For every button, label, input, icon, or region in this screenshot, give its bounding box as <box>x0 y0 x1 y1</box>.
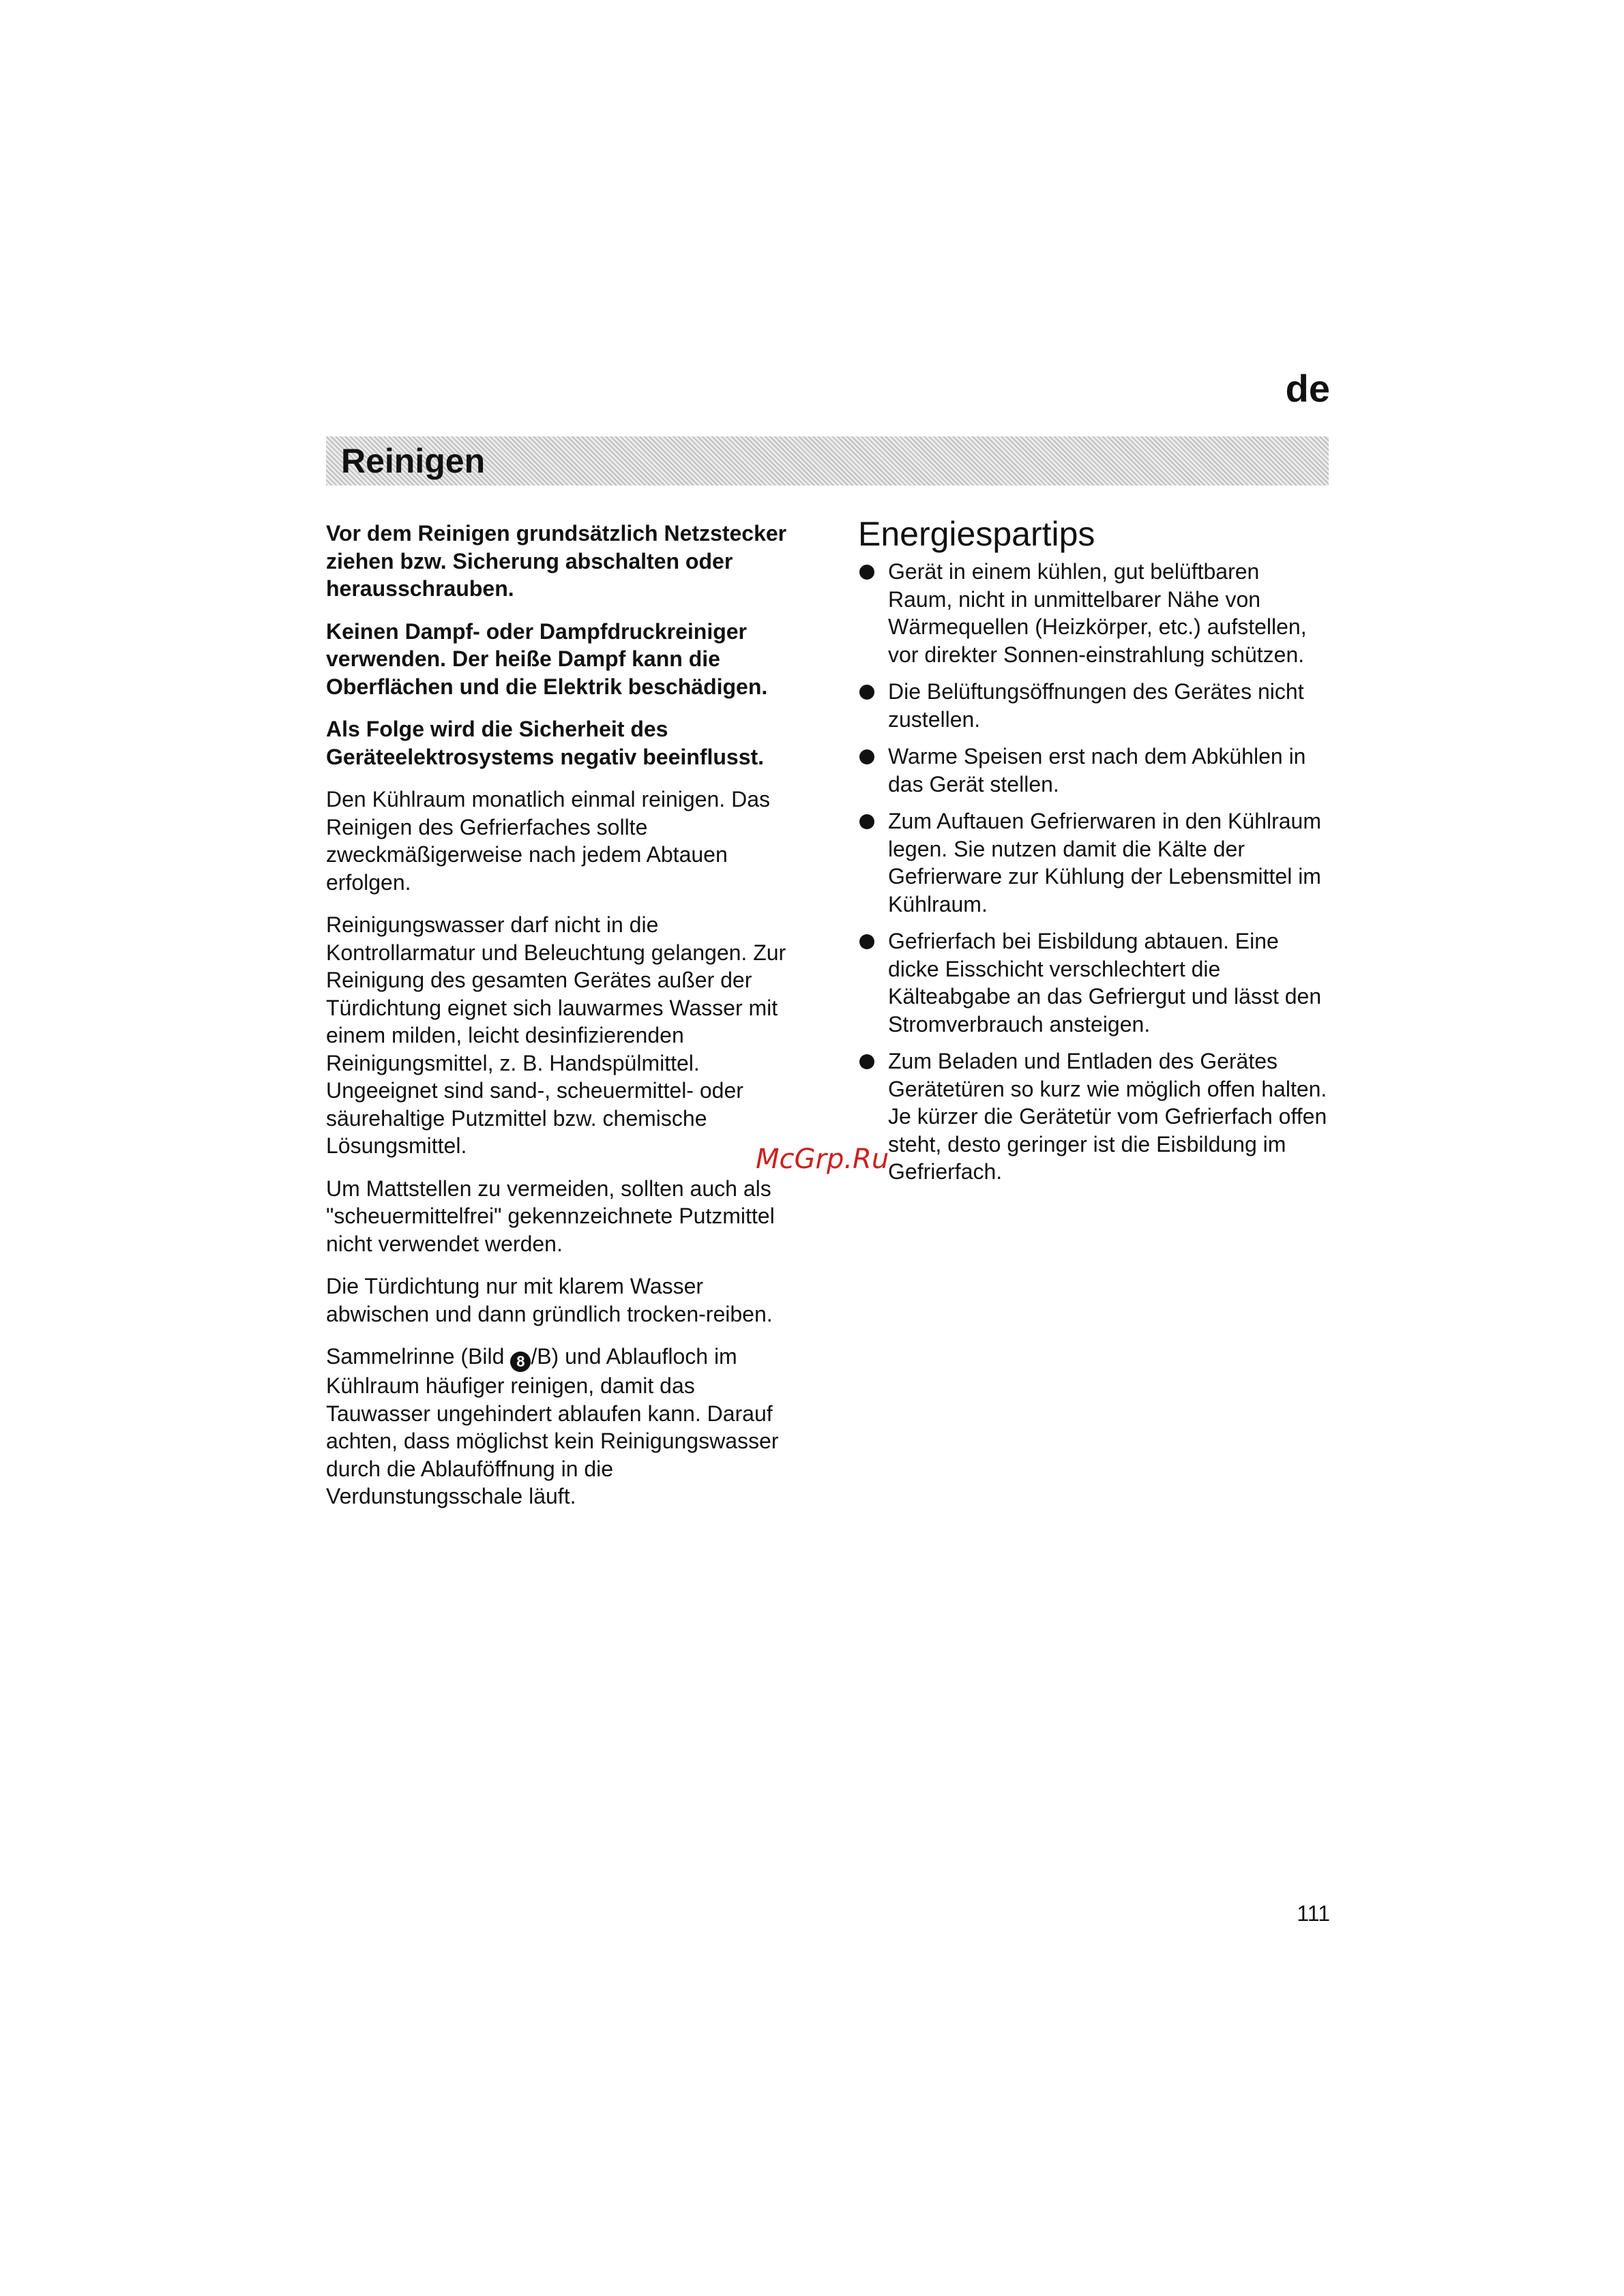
paragraph-5-start: Sammelrinne (Bild <box>326 1344 511 1369</box>
list-item <box>858 1047 1329 1186</box>
energy-tips-heading: Energiespartips <box>858 515 1095 553</box>
bullet-icon <box>859 685 874 700</box>
tip-text: Die Belüftungsöffnungen des Gerätes nicht zustellen. <box>888 679 1304 732</box>
left-column <box>326 520 790 1525</box>
watermark: McGrp.Ru <box>756 1144 889 1175</box>
list-item <box>858 743 1329 798</box>
list-item <box>858 927 1329 1038</box>
paragraph-5-end: /B) und Ablaufloch im Kühlraum häufiger reinigen, damit das Tauwasser ungehindert ablaufen kann. Darauf achten, dass möglichst kein Reinigungswasser durch die Ablauföffnung in die Verdunstungsschale läuft. <box>326 1344 779 1508</box>
section-header-bar <box>326 436 1329 486</box>
bullet-icon <box>859 565 874 580</box>
tip-text: Gerät in einem kühlen, gut belüftbaren Raum, nicht in unmittelbarer Nähe von Wärmequellen (Heizkörper, etc.) aufstellen, vor direkter Sonnen-einstrahlung schützen. <box>888 559 1307 667</box>
list-item <box>858 558 1329 668</box>
bullet-icon <box>859 749 874 764</box>
list-item <box>858 678 1329 733</box>
warning-text-3: Als Folge wird die Sicherheit des Geräteelektrosystems negativ beeinflusst. <box>326 717 765 769</box>
paragraph-2: Reinigungswasser darf nicht in die Kontrollarmatur und Beleuchtung gelangen. Zur Reinigung des gesamten Gerätes außer der Türdichtung eignet sich lauwarmes Wasser mit einem milden, leicht desinfizierenden Reinigungsmittel, z. B. Handspülmittel. Ungeeignet sind sand-, scheuermittel- oder säurehaltige Putzmittel bzw. chemische Lösungsmittel. <box>326 912 786 1158</box>
paragraph-3: Um Mattstellen zu vermeiden, sollten auch als "scheuermittelfrei" gekennzeichnete Putzmittel nicht verwendet werden. <box>326 1176 775 1256</box>
tip-text: Zum Beladen und Entladen des Gerätes Gerätetüren so kurz wie möglich offen halten. Je kürzer die Gerätetür vom Gefrierfach offen steht, desto geringer ist die Eisbildung im Gefrierfach. <box>888 1049 1327 1184</box>
energy-tips-list <box>858 558 1329 1186</box>
paragraph-4: Die Türdichtung nur mit klarem Wasser abwischen und dann gründlich trocken-reiben. <box>326 1274 773 1326</box>
warning-text-1: Vor dem Reinigen grundsätzlich Netzstecker ziehen bzw. Sicherung abschalten oder herausschrauben. <box>326 521 787 601</box>
right-column <box>858 513 1329 1195</box>
figure-reference-icon: 8 <box>510 1352 531 1372</box>
tip-text: Zum Auftauen Gefrierwaren in den Kühlraum legen. Sie nutzen damit die Kälte der Gefrierware zur Kühlung der Lebensmittel im Kühlraum. <box>888 809 1321 916</box>
bullet-icon <box>859 1054 874 1069</box>
section-title: Reinigen <box>341 442 486 480</box>
bullet-icon <box>859 814 874 829</box>
paragraph-5 <box>326 1343 790 1510</box>
tip-text: Gefrierfach bei Eisbildung abtauen. Eine dicke Eisschicht verschlechtert die Kälteabgabe an das Gefriergut und lässt den Stromverbrauch ansteigen. <box>888 929 1322 1037</box>
bullet-icon <box>859 934 874 949</box>
warning-text-2: Keinen Dampf- oder Dampfdruckreiniger verwenden. Der heiße Dampf kann die Oberflächen und die Elektrik beschädigen. <box>326 618 768 699</box>
paragraph-1: Den Kühlraum monatlich einmal reinigen. Das Reinigen des Gefrierfaches sollte zweckmäßigerweise nach jedem Abtauen erfolgen. <box>326 787 770 895</box>
list-item <box>858 807 1329 918</box>
tip-text: Warme Speisen erst nach dem Abkühlen in das Gerät stellen. <box>888 744 1306 796</box>
page-number: 111 <box>1297 1901 1330 1926</box>
language-tag: de <box>1285 367 1330 410</box>
